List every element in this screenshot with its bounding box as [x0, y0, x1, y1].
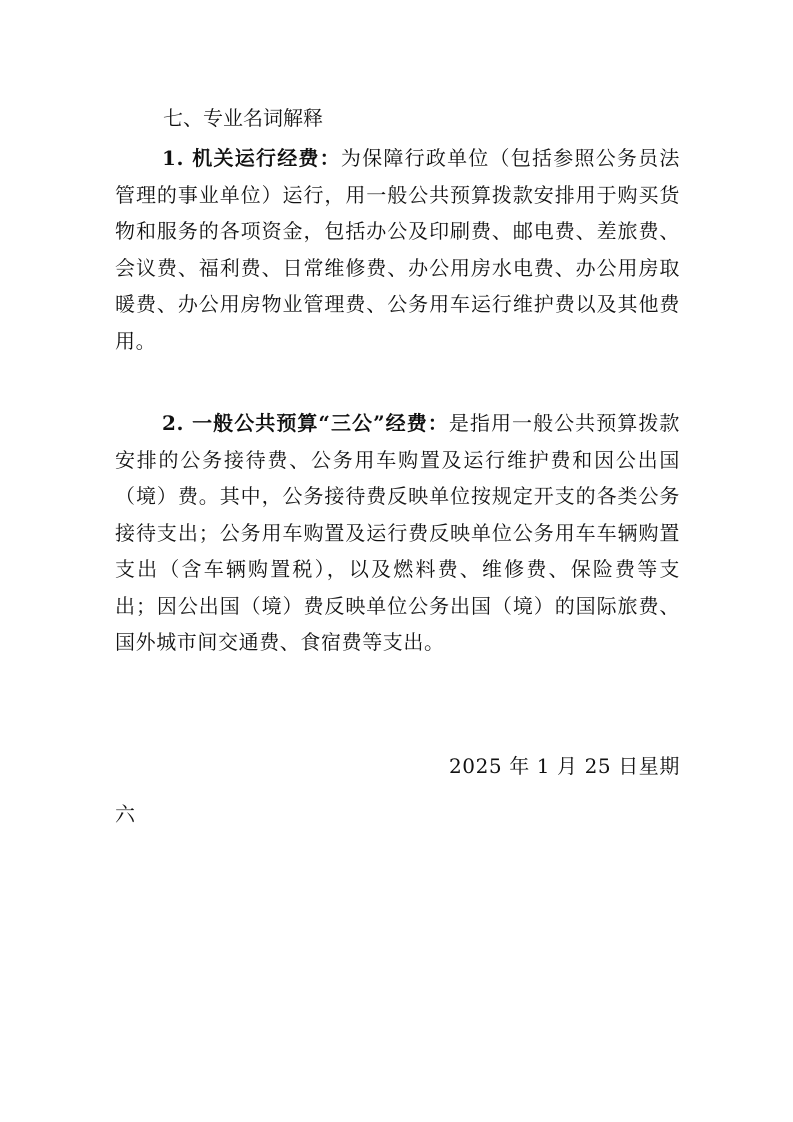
date-continuation: 六: [115, 802, 135, 826]
definition-text-1: 为保障行政单位（包括参照公务员法管理的事业单位）运行，用一般公共预算拨款安排用于购买货物和服务的各项资金，包括办公及印刷费、邮电费、差旅费、会议费、福利费、日常维修费、办公用房水电费、办公用房取暖费、办公用房物业管理费、公务用车运行维护费以及其他费用。: [115, 146, 680, 353]
definition-paragraph-2: [115, 405, 680, 661]
definition-text-2: 是指用一般公共预算拨款安排的公务接待费、公务用车购置及运行维护费和因公出国（境）费。其中，公务接待费反映单位按规定开支的各类公务接待支出；公务用车购置及运行费反映单位公务用车车辆购置支出（含车辆购置税），以及燃料费、维修费、保险费等支出；因公出国（境）费反映单位公务出国（境）的国际旅费、国外城市间交通费、食宿费等支出。: [115, 411, 681, 654]
date-line: 2025 年 1 月 25 日星期: [448, 754, 680, 778]
definition-paragraph-1: [115, 140, 680, 359]
section-heading: 七、专业名词解释: [163, 106, 323, 130]
definition-term-1: 1. 机关运行经费：: [162, 146, 341, 170]
definition-term-2: 2. 一般公共预算“三公”经费：: [162, 411, 449, 435]
